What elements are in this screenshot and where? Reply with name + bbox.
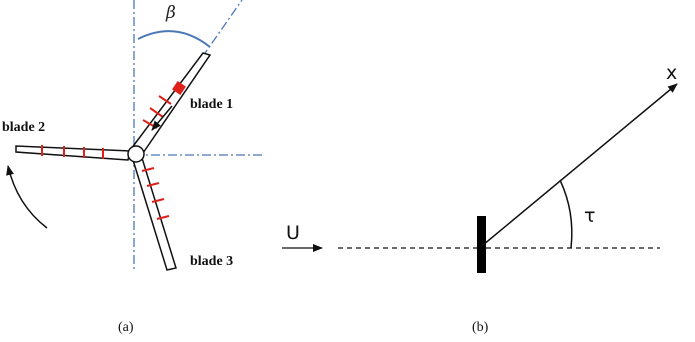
angle-label: τ: [584, 205, 596, 227]
blade-1-label: blade 1: [190, 97, 234, 112]
beta-arc: [138, 31, 210, 47]
blade-2-label: blade 2: [2, 120, 46, 135]
blade-3: [133, 158, 176, 270]
panel-a: [2, 0, 265, 335]
flow-label: U: [286, 222, 300, 244]
x-axis-line: [483, 84, 677, 245]
panel-b: [282, 62, 677, 335]
rotation-arrow: [8, 166, 47, 228]
caption-b: (b): [472, 320, 489, 335]
beta-label: β: [166, 3, 176, 23]
caption-a: (a): [118, 320, 134, 335]
blade-3-label: blade 3: [190, 254, 234, 269]
angle-arc: [560, 180, 572, 248]
blade-2: [16, 146, 130, 160]
rotor-hub: [128, 146, 144, 162]
x-axis-label: x: [666, 62, 678, 84]
